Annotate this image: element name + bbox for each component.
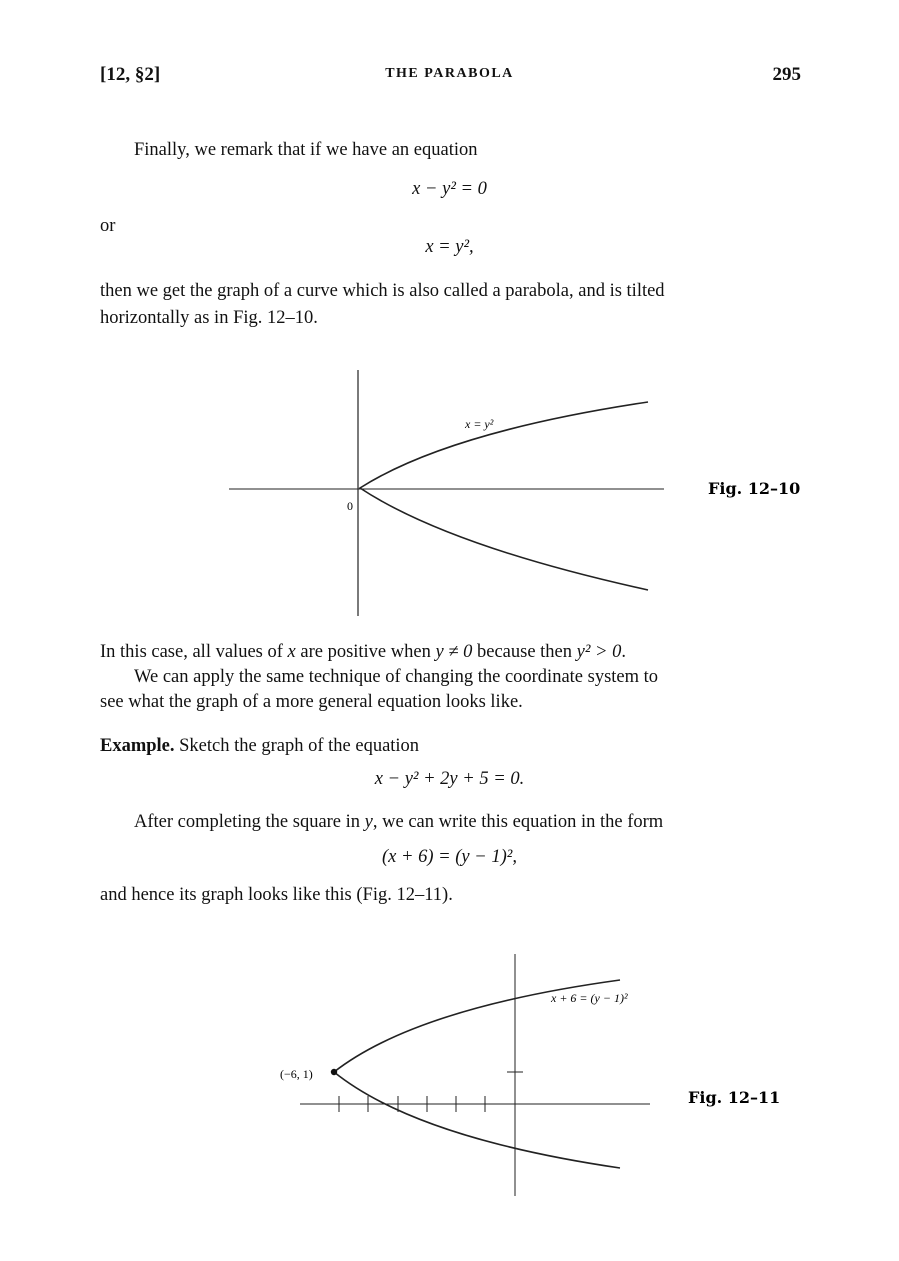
paragraph-complete-square: After completing the square in y, we can write this equation in the form: [134, 812, 664, 832]
paragraph-positive-values: In this case, all values of x are positive when y ≠ 0 because then y² > 0.: [100, 642, 627, 662]
vertex-point: [331, 1069, 337, 1075]
figure-12-10: [0, 360, 899, 620]
paragraph-intro: Finally, we remark that if we have an equation: [134, 140, 478, 160]
section-reference: [12, §2]: [100, 64, 161, 85]
figure-caption: Fig. 12–11: [688, 1088, 781, 1107]
paragraph-line: We can apply the same technique of changing the coordinate system to: [134, 667, 659, 687]
figure-caption: Fig. 12–10: [708, 479, 801, 498]
paragraph-line: and hence its graph looks like this (Fig. 12–11).: [100, 885, 453, 905]
equation-1: x − y² = 0: [412, 179, 487, 199]
or-text: or: [100, 216, 116, 236]
paragraph-line: horizontally as in Fig. 12–10.: [100, 308, 318, 328]
curve-label: x + 6 = (y − 1)²: [551, 991, 628, 1005]
figure-12-11: [0, 950, 899, 1200]
origin-label: 0: [347, 499, 353, 513]
equation-2: x = y²,: [425, 237, 474, 257]
paragraph-line: then we get the graph of a curve which is also called a parabola, and is tilted: [100, 281, 665, 301]
example-heading: Example. Sketch the graph of the equation: [100, 736, 420, 756]
paragraph-line: see what the graph of a more general equation looks like.: [100, 692, 523, 712]
page-number: 295: [772, 64, 801, 85]
equation-3: x − y² + 2y + 5 = 0.: [374, 769, 525, 789]
equation-4: (x + 6) = (y − 1)²,: [382, 847, 517, 867]
parabola-curve: [360, 402, 648, 590]
chapter-title: THE PARABOLA: [385, 66, 514, 81]
parabola-curve: [334, 980, 620, 1168]
vertex-label: (−6, 1): [280, 1067, 313, 1081]
curve-label: x = y²: [465, 417, 494, 431]
